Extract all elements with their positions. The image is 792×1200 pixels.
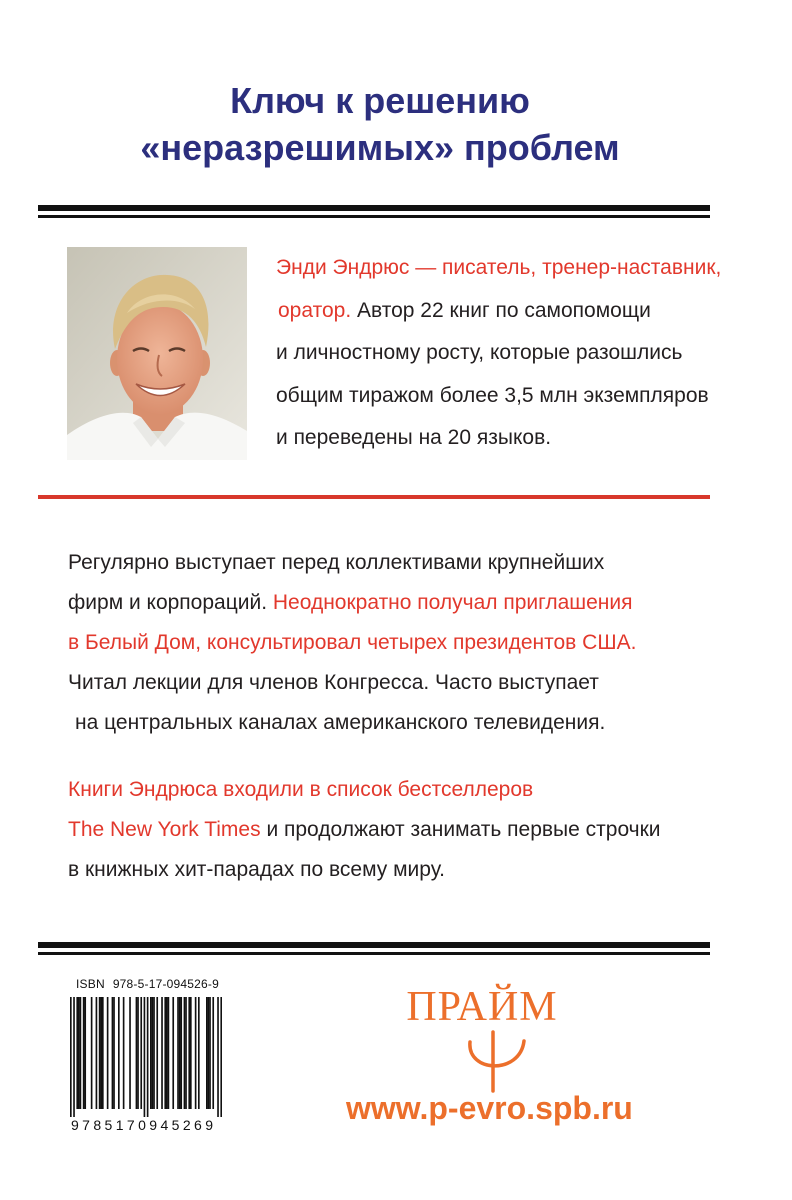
barcode-bar bbox=[161, 997, 163, 1109]
barcode-bar bbox=[150, 997, 152, 1109]
top-divider-thin bbox=[38, 215, 710, 218]
publisher-logo-text: ПРАЙМ bbox=[406, 984, 558, 1030]
barcode-bar bbox=[190, 997, 192, 1109]
barcode-bar bbox=[172, 997, 174, 1109]
barcode-bar bbox=[137, 997, 139, 1109]
barcode-bar bbox=[123, 997, 125, 1109]
barcode-bar bbox=[80, 997, 82, 1109]
bio-line-1 bbox=[276, 247, 721, 290]
headline-line-2: «неразрешимых» проблем bbox=[140, 127, 620, 168]
barcode-bar bbox=[198, 997, 200, 1109]
bio-line-2 bbox=[276, 290, 721, 333]
barcode-bar bbox=[140, 997, 142, 1109]
barcode-bar bbox=[129, 997, 131, 1109]
isbn-label bbox=[76, 977, 219, 991]
bio-author-name-highlight: Энди Эндрюс — писатель, тренер-наставник, bbox=[276, 256, 722, 279]
isbn-prefix: ISBN bbox=[76, 977, 105, 991]
bestsellers-nyt-highlight: The New York Times bbox=[68, 818, 261, 841]
career-line-5: на центральных каналах американского телевидения. bbox=[75, 711, 606, 734]
author-portrait-image bbox=[67, 247, 247, 460]
bio-line-2-text: Автор 22 книг по самопомощи bbox=[357, 298, 651, 322]
barcode-bar bbox=[168, 997, 170, 1109]
barcode-bar bbox=[107, 997, 109, 1109]
isbn-number: 978-5-17-094526-9 bbox=[112, 977, 219, 991]
psi-symbol-icon bbox=[462, 1029, 528, 1095]
bestsellers-line-1-highlight: Книги Эндрюса входили в список бестселлеров bbox=[68, 778, 534, 801]
barcode-bar bbox=[166, 997, 168, 1109]
barcode-guard-bar bbox=[73, 997, 75, 1117]
barcode-bar bbox=[212, 997, 214, 1109]
bestsellers-line-2-text: и продолжают занимать первые строчки bbox=[266, 818, 661, 841]
barcode-bar bbox=[208, 997, 210, 1109]
barcode-bar bbox=[177, 997, 179, 1109]
barcode-bar bbox=[102, 997, 104, 1109]
barcode-bar bbox=[78, 997, 80, 1109]
headline-line-1: Ключ к решению bbox=[230, 80, 530, 121]
publisher-website: www.p-evro.spb.ru bbox=[346, 1090, 633, 1126]
barcode-digits: 9785170945269 bbox=[71, 1117, 217, 1133]
bio-line-5: и переведены на 20 языков. bbox=[276, 426, 552, 449]
top-divider-thick bbox=[38, 205, 710, 211]
barcode-bar bbox=[180, 997, 182, 1109]
barcode-bar bbox=[152, 997, 154, 1109]
bio-role-highlight: оратор. bbox=[278, 298, 352, 322]
author-portrait-photo bbox=[67, 247, 247, 460]
career-line-2-text: фирм и корпораций. bbox=[68, 591, 268, 614]
barcode-bar bbox=[118, 997, 120, 1109]
barcode-bar bbox=[99, 997, 101, 1109]
barcode-bar bbox=[136, 997, 138, 1109]
cover-headline bbox=[38, 77, 722, 171]
barcode-bar bbox=[100, 997, 102, 1109]
barcode-bar bbox=[112, 997, 114, 1109]
barcode-bar bbox=[84, 997, 86, 1109]
bio-line-3: и личностному росту, которые разошлись bbox=[276, 341, 683, 364]
barcode-bar bbox=[164, 997, 166, 1109]
barcode-bar bbox=[184, 997, 186, 1109]
barcode-bar bbox=[91, 997, 93, 1109]
barcode-bar bbox=[185, 997, 187, 1109]
career-line-2 bbox=[68, 583, 636, 623]
career-line-2-highlight: Неоднократно получал приглашения bbox=[272, 591, 633, 614]
career-line-3-highlight: в Белый Дом, консультировал четырех президентов США. bbox=[68, 631, 637, 654]
red-divider bbox=[38, 495, 710, 499]
bottom-divider-thick bbox=[38, 942, 710, 948]
bestsellers-line-2 bbox=[68, 810, 661, 850]
barcode-bar bbox=[195, 997, 197, 1109]
author-bio bbox=[276, 247, 721, 460]
bestsellers-line-3: в книжных хит-парадах по всему миру. bbox=[68, 858, 445, 881]
publisher-logo-symbol bbox=[462, 1029, 528, 1095]
barcode-guard-bar bbox=[147, 997, 149, 1117]
bio-line-4: общим тиражом более 3,5 млн экземпляров bbox=[276, 383, 709, 407]
career-line-1: Регулярно выступает перед коллективами крупнейших bbox=[68, 551, 605, 574]
barcode-bar bbox=[206, 997, 208, 1109]
barcode-bar bbox=[153, 997, 155, 1109]
barcode-bar bbox=[76, 997, 78, 1109]
barcode-bar bbox=[209, 997, 211, 1109]
barcode-bar bbox=[96, 997, 98, 1109]
career-paragraph bbox=[68, 543, 636, 743]
barcode-guard-bar bbox=[217, 997, 219, 1117]
barcode-bar bbox=[113, 997, 115, 1109]
career-line-4: Читал лекции для членов Конгресса. Часто выступает bbox=[68, 671, 599, 694]
barcode-guard-bar bbox=[70, 997, 72, 1117]
barcode-bar bbox=[179, 997, 181, 1109]
barcode bbox=[70, 997, 222, 1117]
barcode-guard-bar bbox=[220, 997, 222, 1117]
barcode-guard-bar bbox=[144, 997, 146, 1117]
barcode-bar bbox=[83, 997, 85, 1109]
bestsellers-paragraph bbox=[68, 770, 661, 890]
barcode-bar bbox=[188, 997, 190, 1109]
barcode-bar bbox=[156, 997, 158, 1109]
bottom-divider-thin bbox=[38, 952, 710, 955]
barcode-bars bbox=[70, 997, 222, 1117]
